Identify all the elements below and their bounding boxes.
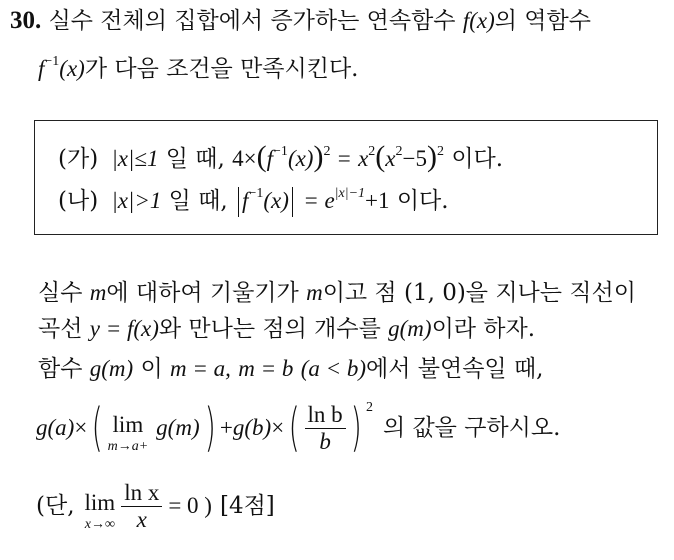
condition-ga-equals: = xyxy=(337,146,351,171)
body-line-2-text-c: 이라 하자. xyxy=(431,316,536,342)
condition-na-finv: f xyxy=(242,188,249,213)
condition-ga-four: 4× xyxy=(232,146,257,171)
note-limit xyxy=(85,488,116,532)
condition-ga-finv-exp: −1 xyxy=(273,144,288,160)
condition-ga-square2: 2 xyxy=(437,144,444,160)
curve-equation: y = f(x) xyxy=(89,316,159,341)
a-less-b: (a < b) xyxy=(300,356,367,381)
problem-number: 30. xyxy=(10,7,42,34)
note-fraction xyxy=(121,480,162,533)
expr-times-1: × xyxy=(74,415,88,440)
expr-big-paren-close-2: ) xyxy=(350,398,362,458)
body-line-1-text-b: 에 대하여 기울기가 xyxy=(106,280,299,306)
problem-header-line-2 xyxy=(38,54,358,84)
condition-na-e-exp: |x|−1 xyxy=(334,186,366,202)
abs-bar-left xyxy=(238,187,239,217)
function-f-label: f(x) xyxy=(462,8,495,33)
inverse-function-arg: (x) xyxy=(59,56,85,81)
points-label: [4점] xyxy=(219,493,275,519)
expr-big-paren-open: ( xyxy=(91,398,104,458)
expr-g-b: g(b) xyxy=(232,415,272,440)
body-line-2-text-a: 곡선 xyxy=(38,316,83,342)
note-line xyxy=(36,478,275,534)
condition-ga-x2: x xyxy=(385,146,396,171)
condition-na-eq-e: = e xyxy=(303,188,335,213)
body-line-3-text-c: 에서 불연속일 때, xyxy=(366,356,544,382)
problem-intro-text-3: 가 다음 조건을 만족시킨다. xyxy=(84,56,359,82)
body-line-1-text-c: 이고 점 (1, 0)을 지나는 직선이 xyxy=(322,280,636,306)
note-fraction-numerator: ln x xyxy=(121,480,162,507)
expr-ln-b: ln b xyxy=(307,401,343,427)
expr-big-paren-close: ) xyxy=(204,398,216,458)
note-lim-word: lim xyxy=(84,490,116,515)
m-equals-b: m = b xyxy=(238,356,294,381)
condition-ga-paren-close: ) xyxy=(313,140,324,173)
problem-intro-text-2: 의 역함수 xyxy=(494,8,591,34)
condition-ga-finv: f xyxy=(266,146,274,171)
condition-ga-finv-arg: (x) xyxy=(287,146,314,171)
abs-bar-right xyxy=(292,187,293,217)
var-m-2: m xyxy=(306,280,323,305)
problem-header-line-1 xyxy=(10,6,591,36)
expr-limit xyxy=(108,410,149,454)
var-m: m xyxy=(89,280,107,305)
condition-ga-end: 이다. xyxy=(451,146,504,172)
body-line-2 xyxy=(38,314,535,344)
expr-fraction xyxy=(305,402,346,455)
expr-fraction-denominator: b xyxy=(319,428,331,454)
body-line-3-text-b: 이 xyxy=(140,356,163,382)
body-line-3-text-a: 함수 xyxy=(38,356,83,382)
condition-na-when: 일 때, xyxy=(168,188,228,214)
note-fraction-denominator: x xyxy=(136,506,147,532)
expr-g-m: g(m) xyxy=(156,415,200,440)
main-expression: g(a) × ( lim m→a+ g(m) ) + g(b) × ( $\frac{\text{ln b}}{b}$ ) $^2$ 의 값을 구하시오. xyxy=(36,398,561,458)
condition-ga-square: 2 xyxy=(323,144,331,160)
expr-fraction-numerator xyxy=(305,402,346,429)
m-equals-a: m = a, xyxy=(170,356,231,381)
inverse-exponent: −1 xyxy=(44,54,60,70)
note-equals-zero: = 0 ) xyxy=(168,493,212,518)
body-line-2-text-b: 와 만나는 점의 개수를 xyxy=(158,316,381,342)
expr-lim-word: lim xyxy=(112,412,144,437)
condition-ga-x: x xyxy=(358,146,369,171)
condition-na-plus1: +1 xyxy=(365,188,390,213)
condition-ga-minus5: −5 xyxy=(402,146,427,171)
function-g-m: g(m) xyxy=(388,316,432,341)
condition-ga-inequality: |x|≤1 xyxy=(111,146,159,171)
condition-na xyxy=(58,186,449,217)
condition-ga-open2: ( xyxy=(375,140,386,173)
expr-big-paren-open-2: ( xyxy=(288,398,300,458)
condition-ga-x-exp: 2 xyxy=(368,144,376,160)
body-line-1 xyxy=(38,278,636,308)
condition-ga-label: (가) xyxy=(58,146,99,172)
problem-intro-text: 실수 전체의 집합에서 증가하는 연속함수 xyxy=(48,8,456,34)
note-lim-sub: x→∞ xyxy=(84,517,115,532)
condition-ga xyxy=(58,142,503,174)
expr-g-a: g(a) xyxy=(36,415,75,440)
expr-times-2: × xyxy=(271,415,285,440)
condition-ga-close2: ) xyxy=(427,140,437,173)
condition-na-label: (나) xyxy=(58,188,99,214)
expr-plus: + xyxy=(219,415,233,440)
conditions-box xyxy=(34,120,658,235)
condition-ga-when: 일 때, xyxy=(165,146,225,172)
condition-na-finv-exp: −1 xyxy=(248,186,264,202)
condition-na-end: 이다. xyxy=(396,188,449,214)
condition-na-inequality: |x|>1 xyxy=(111,188,162,213)
body-line-3 xyxy=(38,354,544,384)
inverse-function-f: f xyxy=(38,56,45,81)
expr-tail-text: 의 값을 구하시오. xyxy=(382,415,561,441)
function-g-m-2: g(m) xyxy=(89,356,134,381)
condition-ga-paren-open: ( xyxy=(256,140,267,173)
expr-lim-sub: m→a+ xyxy=(107,439,149,454)
condition-na-finv-arg: (x) xyxy=(263,188,289,213)
condition-ga-x2-exp: 2 xyxy=(395,144,403,160)
note-open: (단, xyxy=(36,493,75,519)
body-line-1-text-a: 실수 xyxy=(38,280,83,306)
